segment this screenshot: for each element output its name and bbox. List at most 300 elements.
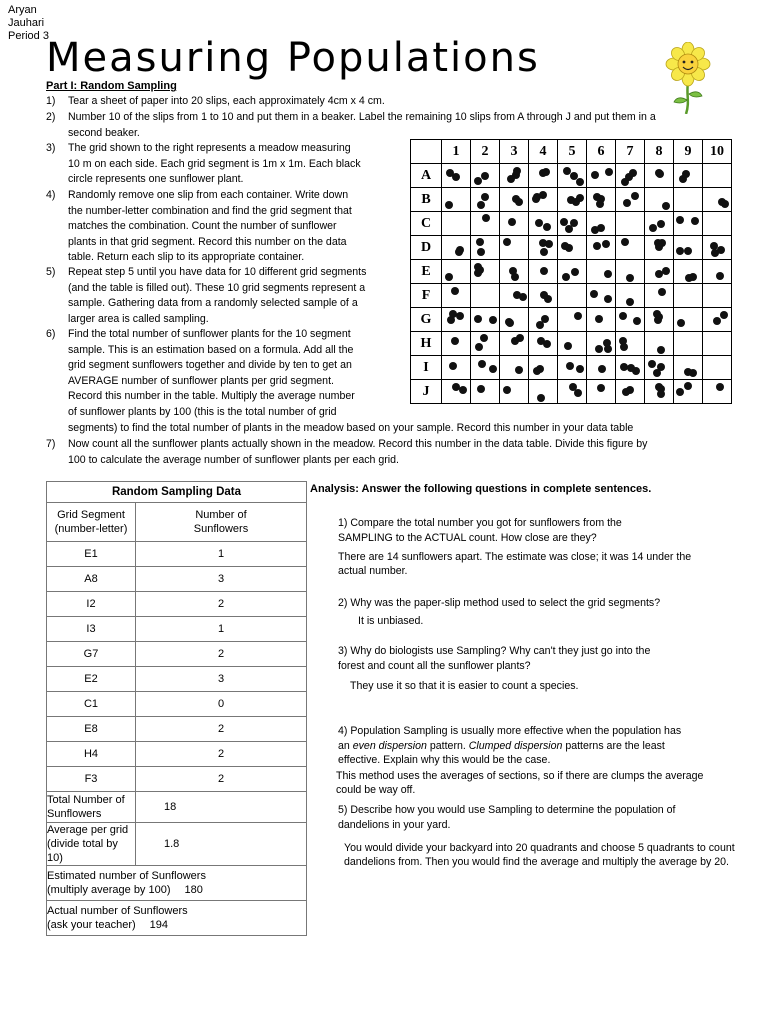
grid-cell: [645, 212, 674, 236]
sunflower-dot: [540, 267, 548, 275]
sunflower-dot: [537, 394, 545, 402]
question-line: 5) Describe how you would use Sampling to determine the population of: [338, 804, 676, 816]
grid-cell: [471, 260, 500, 284]
grid-cell: [500, 188, 529, 212]
grid-cell: [529, 380, 558, 404]
grid-cell: [442, 308, 471, 332]
header-line: Sunflowers: [193, 523, 249, 535]
sunflower-dot: [489, 316, 497, 324]
sunflower-dot: [540, 248, 548, 256]
grid-cell: [558, 380, 587, 404]
meadow-grid: [410, 139, 732, 404]
grid-cell: [558, 308, 587, 332]
sunflower-dot: [571, 268, 579, 276]
grid-col-header: 1: [442, 140, 471, 164]
sunflower-count-cell: 2: [136, 642, 307, 667]
step-number: 1): [46, 95, 56, 107]
average-value: 1.8: [136, 823, 307, 866]
grid-cell: [500, 356, 529, 380]
sunflower-dot: [597, 224, 605, 232]
sunflower-dot: [720, 311, 728, 319]
sunflower-dot: [717, 246, 725, 254]
sunflower-dot: [566, 362, 574, 370]
sunflower-dot: [515, 366, 523, 374]
grid-cell: [529, 284, 558, 308]
student-period: Period 3: [8, 30, 49, 42]
question-italic: Clumped dispersion: [468, 739, 563, 752]
grid-cell: [442, 212, 471, 236]
sunflower-dot: [620, 343, 628, 351]
step-line: (and the table is filled out). These 10 grid segments represent a: [68, 281, 366, 294]
grid-row: [411, 332, 732, 356]
sunflower-dot: [508, 218, 516, 226]
grid-row-header: J: [411, 380, 442, 404]
grid-cell: [703, 236, 732, 260]
step-line: circle represents one sunflower plant.: [68, 173, 244, 186]
step-line: sample. This is an estimation based on a formula. Add all the: [68, 343, 354, 356]
table-row: [47, 717, 307, 742]
grid-cell: [529, 356, 558, 380]
grid-cell: [500, 164, 529, 188]
grid-cell: [616, 356, 645, 380]
sunflower-dot: [455, 248, 463, 256]
sunflower-dot: [476, 238, 484, 246]
sunflower-count-cell: 2: [136, 742, 307, 767]
question-line: 3) Why do biologists use Sampling? Why can't they just go into the: [338, 645, 651, 657]
grid-cell: [645, 308, 674, 332]
table-row: [47, 617, 307, 642]
estimated-row: [47, 866, 307, 901]
page-title: Measuring Populations: [46, 35, 540, 81]
grid-cell: [471, 356, 500, 380]
grid-cell: [500, 212, 529, 236]
label-line: Sunflowers: [47, 808, 102, 820]
question-text: an: [338, 739, 353, 752]
grid-row-header: G: [411, 308, 442, 332]
grid-cell: [471, 284, 500, 308]
sunflower-dot: [653, 369, 661, 377]
sunflower-count-cell: 2: [136, 767, 307, 792]
grid-col-header: 7: [616, 140, 645, 164]
sunflower-dot: [563, 167, 571, 175]
question-5: [338, 803, 675, 832]
grid-cell: [674, 380, 703, 404]
sunflower-dot: [569, 383, 577, 391]
grid-cell: [645, 164, 674, 188]
grid-cell: [674, 164, 703, 188]
grid-segment-cell: F3: [47, 767, 136, 792]
grid-col-header: 2: [471, 140, 500, 164]
step-line: the number-letter combination and find the grid segment that: [68, 204, 352, 217]
question-text: pattern.: [426, 739, 469, 752]
table-row: [47, 567, 307, 592]
grid-column-header-row: [411, 140, 732, 164]
grid-cell: [442, 380, 471, 404]
sunflower-dot: [449, 362, 457, 370]
sunflower-dot: [513, 291, 521, 299]
sunflower-dot: [477, 201, 485, 209]
grid-col-header: 6: [587, 140, 616, 164]
label-line: (ask your teacher): [47, 919, 136, 931]
answer-line: could be way off.: [336, 783, 416, 796]
sunflower-dot: [656, 170, 664, 178]
grid-cell: [587, 380, 616, 404]
sunflower-dot: [539, 239, 547, 247]
grid-cell: [645, 380, 674, 404]
grid-col-header: 10: [703, 140, 732, 164]
sunflower-dot: [653, 310, 661, 318]
grid-cell: [442, 332, 471, 356]
grid-row: [411, 164, 732, 188]
answer-line: You would divide your backyard into 20 quadrants and choose 5 quadrants to count: [344, 842, 735, 854]
sunflower-dot: [565, 225, 573, 233]
sunflower-dot: [619, 312, 627, 320]
sunflower-dot: [445, 201, 453, 209]
sunflower-dot: [684, 382, 692, 390]
sunflower-dot: [475, 343, 483, 351]
sunflower-dot: [511, 273, 519, 281]
grid-row: [411, 308, 732, 332]
grid-cell: [471, 188, 500, 212]
table-row: [47, 742, 307, 767]
sunflower-count-cell: 1: [136, 617, 307, 642]
grid-cell: [587, 212, 616, 236]
sunflower-dot: [576, 194, 584, 202]
grid-cell: [674, 356, 703, 380]
col-header-number-of-sunflowers: [136, 503, 307, 542]
sunflower-dot: [535, 219, 543, 227]
analysis-heading: Analysis: Answer the following questions in complete sentences.: [310, 483, 652, 495]
header-line: (number-letter): [54, 523, 128, 535]
sunflower-dot: [533, 367, 541, 375]
sunflower-dot: [626, 274, 634, 282]
sunflower-dot: [657, 220, 665, 228]
grid-row: [411, 380, 732, 404]
grid-cell: [500, 236, 529, 260]
grid-cell: [442, 356, 471, 380]
sunflower-dot: [626, 298, 634, 306]
step-line: Tear a sheet of paper into 20 slips, each approximately 4cm x 4 cm.: [68, 95, 385, 107]
grid-cell: [703, 380, 732, 404]
sunflower-dot: [570, 219, 578, 227]
sunflower-dot: [662, 202, 670, 210]
grid-cell: [703, 260, 732, 284]
question-text: patterns are the least: [562, 739, 665, 752]
sunflower-dot: [603, 339, 611, 347]
sunflower-dot: [691, 217, 699, 225]
grid-cell: [442, 260, 471, 284]
grid-segment-cell: G7: [47, 642, 136, 667]
grid-cell: [587, 332, 616, 356]
student-first-name: Aryan: [8, 4, 37, 16]
sunflower-dot: [576, 365, 584, 373]
grid-cell: [616, 260, 645, 284]
sunflower-dot: [684, 247, 692, 255]
answer-line: actual number.: [338, 564, 408, 577]
sunflower-dot: [503, 386, 511, 394]
sunflower-dot: [648, 360, 656, 368]
sunflower-dot: [542, 168, 550, 176]
step-number: 2): [46, 111, 56, 123]
grid-cell: [645, 332, 674, 356]
sunflower-dot: [604, 295, 612, 303]
grid-row-header: H: [411, 332, 442, 356]
grid-cell: [703, 188, 732, 212]
grid-row-header: A: [411, 164, 442, 188]
table-row: [47, 592, 307, 617]
grid-segment-cell: E1: [47, 542, 136, 567]
sunflower-dot: [604, 270, 612, 278]
sunflower-dot: [445, 273, 453, 281]
grid-cell: [703, 212, 732, 236]
grid-body: [411, 164, 732, 404]
step-line: plants in that grid segment. Record this number on the data: [68, 235, 347, 248]
sunflower-dot: [474, 315, 482, 323]
student-last-name: Jauhari: [8, 17, 45, 29]
grid-cell: [558, 236, 587, 260]
random-sampling-data-table: [46, 481, 307, 936]
grid-cell: [529, 164, 558, 188]
meadow-grid-table: [410, 139, 732, 404]
grid-cell: [645, 260, 674, 284]
step-line: Randomly remove one slip from each container. Write down: [68, 189, 349, 201]
table-row: [47, 667, 307, 692]
grid-segment-cell: A8: [47, 567, 136, 592]
grid-cell: [587, 284, 616, 308]
grid-cell: [500, 308, 529, 332]
grid-row: [411, 356, 732, 380]
answer-line: dandelions from. Then you would find the average and multiply the average by 20.: [344, 855, 729, 868]
grid-cell: [616, 212, 645, 236]
grid-cell: [703, 332, 732, 356]
grid-cell: [703, 164, 732, 188]
label-line: (multiply average by 100): [47, 884, 171, 896]
sunflower-dot: [629, 169, 637, 177]
sunflower-dot: [655, 243, 663, 251]
data-table-title: Random Sampling Data: [47, 482, 307, 503]
grid-cell: [616, 164, 645, 188]
step-line: Number 10 of the slips from 1 to 10 and put them in a beaker. Label the remaining 10 slips from A through J and put them in a: [68, 111, 656, 123]
sunflower-dot: [710, 242, 718, 250]
step-line: segments) to find the total number of plants in the meadow based on your sample. Record this number in your data table: [68, 421, 634, 434]
grid-cell: [471, 236, 500, 260]
grid-cell: [674, 212, 703, 236]
step-line: Repeat step 5 until you have data for 10 different grid segments: [68, 266, 367, 278]
sunflower-dot: [621, 178, 629, 186]
grid-cell: [616, 332, 645, 356]
sunflower-dot: [459, 386, 467, 394]
sunflower-dot: [658, 288, 666, 296]
sunflower-dot: [662, 267, 670, 275]
sunflower-dot: [481, 193, 489, 201]
step-line: second beaker.: [68, 126, 140, 139]
question-4: [338, 724, 681, 768]
grid-cell: [558, 332, 587, 356]
grid-segment-cell: E8: [47, 717, 136, 742]
grid-cell: [558, 212, 587, 236]
grid-col-header: 8: [645, 140, 674, 164]
answer-4: [336, 770, 703, 797]
sunflower-count-cell: 2: [136, 592, 307, 617]
sunflower-dot: [595, 315, 603, 323]
sunflower-dot: [480, 334, 488, 342]
sunflower-dot: [597, 384, 605, 392]
answer-line: There are 14 sunflowers apart. The estimate was close; it was 14 under the: [338, 551, 692, 563]
sunflower-count-cell: 1: [136, 542, 307, 567]
grid-segment-cell: H4: [47, 742, 136, 767]
question-line: SAMPLING to the ACTUAL count. How close are they?: [338, 531, 597, 544]
grid-cell: [587, 308, 616, 332]
sunflower-dot: [446, 169, 454, 177]
grid-cell: [645, 356, 674, 380]
step-line: 100 to calculate the average number of sunflower plants per each grid.: [68, 453, 399, 466]
sunflower-dot: [713, 317, 721, 325]
grid-cell: [703, 356, 732, 380]
sunflower-dot: [477, 385, 485, 393]
grid-cell: [471, 332, 500, 356]
step-number: 3): [46, 142, 56, 154]
sunflower-dot: [474, 269, 482, 277]
grid-cell: [529, 332, 558, 356]
col-header-grid-segment: [47, 503, 136, 542]
grid-segment-cell: C1: [47, 692, 136, 717]
answer-line: This method uses the averages of sections, so if there are clumps the average: [336, 770, 704, 782]
grid-cell: [471, 308, 500, 332]
sunflower-dot: [541, 315, 549, 323]
answer-5: [344, 842, 735, 869]
grid-segment-cell: I2: [47, 592, 136, 617]
table-row: [47, 767, 307, 792]
grid-cell: [645, 188, 674, 212]
sunflower-dot: [451, 337, 459, 345]
sunflower-count-cell: 2: [136, 717, 307, 742]
sunflower-dot: [564, 342, 572, 350]
label-line: Average per grid: [47, 824, 129, 836]
grid-corner: [411, 140, 442, 164]
data-rows: [47, 542, 307, 792]
actual-value: 194: [149, 919, 169, 931]
sunflower-dot: [598, 365, 606, 373]
sunflower-dot: [718, 198, 726, 206]
grid-cell: [529, 236, 558, 260]
part-heading: Part I: Random Sampling: [46, 80, 177, 92]
total-label: [47, 792, 136, 823]
grid-cell: [471, 212, 500, 236]
sunflower-dot: [623, 199, 631, 207]
grid-cell: [616, 284, 645, 308]
sunflower-dot: [540, 291, 548, 299]
grid-cell: [674, 332, 703, 356]
sunflower-dot: [633, 317, 641, 325]
grid-cell: [471, 380, 500, 404]
grid-row-header: E: [411, 260, 442, 284]
sunflower-dot: [576, 178, 584, 186]
grid-cell: [587, 188, 616, 212]
sunflower-dot: [591, 171, 599, 179]
grid-col-header: 5: [558, 140, 587, 164]
grid-row-header: D: [411, 236, 442, 260]
step-line: 10 m on each side. Each grid segment is 1m x 1m. Each black: [68, 157, 361, 170]
sunflower-count-cell: 0: [136, 692, 307, 717]
sunflower-dot: [511, 337, 519, 345]
sunflower-dot: [649, 224, 657, 232]
sunflower-dot: [574, 312, 582, 320]
sunflower-dot: [677, 319, 685, 327]
sunflower-dot: [595, 345, 603, 353]
step-line: sample. Gathering data from a randomly selected sample of a: [68, 297, 358, 310]
sunflower-dot: [482, 214, 490, 222]
grid-cell: [645, 236, 674, 260]
grid-cell: [703, 308, 732, 332]
grid-segment-cell: I3: [47, 617, 136, 642]
grid-cell: [674, 236, 703, 260]
sunflower-dot: [684, 368, 692, 376]
grid-cell: [674, 284, 703, 308]
grid-col-header: 4: [529, 140, 558, 164]
sunflower-dot: [682, 170, 690, 178]
question-2: 2) Why was the paper-slip method used to select the grid segments?: [338, 597, 661, 609]
table-row: [47, 642, 307, 667]
grid-cell: [616, 236, 645, 260]
grid-cell: [500, 332, 529, 356]
grid-cell: [674, 260, 703, 284]
step-line: larger area is called sampling.: [68, 312, 209, 325]
step-line: Record this number in the table. Multiply the average number: [68, 390, 355, 403]
grid-row: [411, 188, 732, 212]
step-line: Now count all the sunflower plants actually shown in the meadow. Record this number in the data table. Divide this figure by: [68, 438, 648, 450]
grid-cell: [558, 164, 587, 188]
grid-cell: [558, 260, 587, 284]
label-line: Actual number of Sunflowers: [47, 905, 188, 917]
sunflower-dot: [676, 247, 684, 255]
step-line: grid segment sunflowers together and divide by ten to get an: [68, 359, 352, 372]
grid-row: [411, 212, 732, 236]
grid-cell: [674, 308, 703, 332]
sunflower-dot: [716, 383, 724, 391]
sunflower-dot: [451, 287, 459, 295]
sunflower-dot: [622, 388, 630, 396]
question-1: [338, 516, 622, 545]
step-line: The grid shown to the right represents a meadow measuring: [68, 142, 351, 154]
grid-row-header: B: [411, 188, 442, 212]
grid-cell: [703, 284, 732, 308]
grid-cell: [529, 308, 558, 332]
sunflower-count-cell: 3: [136, 567, 307, 592]
sunflower-dot: [478, 360, 486, 368]
grid-row-header: C: [411, 212, 442, 236]
grid-cell: [558, 356, 587, 380]
grid-row-header: F: [411, 284, 442, 308]
grid-cell: [471, 164, 500, 188]
grid-cell: [587, 260, 616, 284]
grid-cell: [529, 212, 558, 236]
grid-cell: [442, 284, 471, 308]
grid-cell: [616, 380, 645, 404]
question-line: dandelions in your yard.: [338, 818, 451, 831]
question-line: effective. Explain why this would be the case.: [338, 754, 551, 766]
sunflower-dot: [543, 340, 551, 348]
grid-cell: [500, 260, 529, 284]
table-row: [47, 542, 307, 567]
grid-cell: [500, 284, 529, 308]
sunflower-dot: [506, 319, 514, 327]
grid-cell: [674, 188, 703, 212]
table-row: [47, 692, 307, 717]
answer-2: It is unbiased.: [358, 615, 424, 627]
grid-col-header: 9: [674, 140, 703, 164]
grid-row: [411, 260, 732, 284]
sunflower-dot: [590, 290, 598, 298]
